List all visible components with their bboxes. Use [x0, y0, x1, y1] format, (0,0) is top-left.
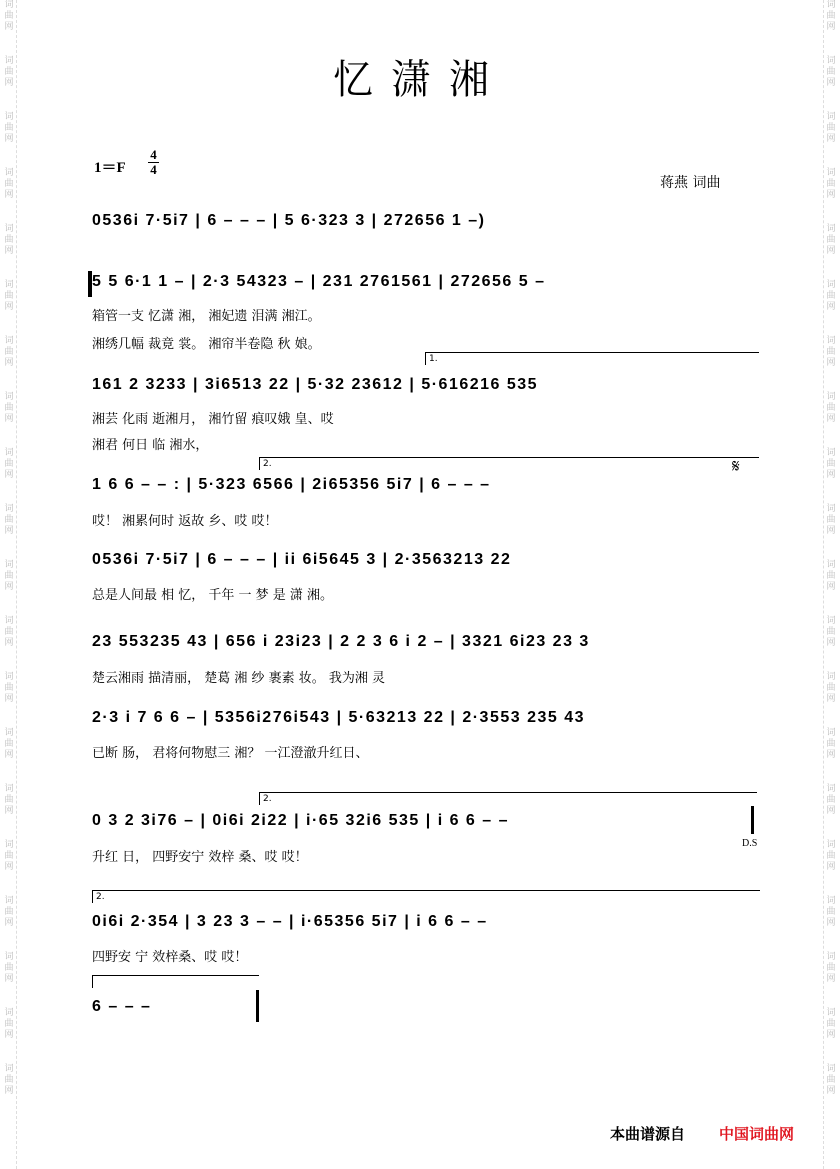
watermark-text: 词 曲 网 — [826, 952, 836, 984]
watermark-text: 词 曲 网 — [4, 560, 14, 592]
watermark-text: 词 曲 网 — [826, 0, 836, 32]
watermark-text: 词 曲 网 — [4, 1064, 14, 1096]
watermark-text: 词 曲 网 — [826, 1064, 836, 1096]
lyric-line: 哎！ 湘累何时 返故 乡、哎 哎！ — [92, 514, 278, 529]
watermark-text: 词 曲 网 — [826, 448, 836, 480]
watermark-text: 词 曲 网 — [4, 168, 14, 200]
source-label: 本曲谱源自 — [610, 1125, 686, 1143]
watermark-text: 词 曲 网 — [4, 952, 14, 984]
watermark-text: 词 曲 网 — [4, 336, 14, 368]
volta-1: 1. — [425, 352, 759, 365]
notation-line: 6 – – – — [92, 998, 152, 1015]
watermark-text: 词 曲 网 — [4, 616, 14, 648]
song-title: 忆潇湘 — [333, 57, 507, 103]
watermark-text: 词 曲 网 — [826, 224, 836, 256]
notation-line: 2·3 i 7 6 6 – | 5356i276i543 | 5·63213 22 | 2·3553 235 43 — [92, 709, 586, 726]
watermark-text: 词 曲 网 — [4, 280, 14, 312]
watermark-text: 词 曲 网 — [4, 56, 14, 88]
lyric-line: 四野安 宁 效梓桑、哎 哎！ — [92, 950, 248, 965]
watermark-text: 词 曲 网 — [826, 56, 836, 88]
notation-line: 1 6 6 – – : | 5·323 6566 | 2i65356 5i7 | 6 – – – — [92, 476, 491, 493]
watermark-text: 词 曲 网 — [4, 896, 14, 928]
watermark-text: 词 曲 网 — [4, 1008, 14, 1040]
lyric-line: 湘君 何日 临 湘水， — [92, 438, 209, 453]
lyric-line: 湘绣几幅 裁竟 裳。 湘帘半卷隐 秋 娘。 — [92, 337, 321, 352]
lyric-line: 升红 日， 四野安宁 效梓 桑、哎 哎！ — [92, 850, 308, 865]
watermark-left — [2, 0, 17, 1169]
volta-2: 2. — [259, 457, 759, 470]
volta-2: 2. — [92, 890, 760, 903]
coda-bracket — [92, 975, 259, 988]
segno-sign: 𝄋 — [732, 456, 740, 476]
watermark-text: 词 曲 网 — [826, 280, 836, 312]
notation-line: 0536i 7·5i7 | 6 – – – | 5 6·323 3 | 272656 1 –) — [92, 212, 486, 229]
time-sig-bottom: 4 — [150, 162, 157, 177]
watermark-text: 词 曲 网 — [826, 672, 836, 704]
watermark-text: 词 曲 网 — [826, 392, 836, 424]
watermark-text: 词 曲 网 — [4, 448, 14, 480]
notation-line: 161 2 3233 | 3i6513 22 | 5·32 23612 | 5·616216 535 — [92, 376, 539, 393]
lyric-line: 箱管一支 忆潇 湘， 湘妃遗 泪满 湘江。 — [92, 309, 321, 324]
watermark-text: 词 曲 网 — [4, 392, 14, 424]
notation-line: 0 3 2 3i76 – | 0i6i 2i22 | i·65 32i6 535 | i 6 6 – – — [92, 812, 510, 829]
watermark-text: 词 曲 网 — [826, 896, 836, 928]
watermark-text: 词 曲 网 — [4, 504, 14, 536]
watermark-text: 词 曲 网 — [4, 672, 14, 704]
watermark-text: 词 曲 网 — [826, 336, 836, 368]
watermark-text: 词 曲 网 — [4, 112, 14, 144]
watermark-text: 词 曲 网 — [826, 560, 836, 592]
watermark-text: 词 曲 网 — [826, 840, 836, 872]
watermark-text: 词 曲 网 — [826, 1008, 836, 1040]
watermark-text: 词 曲 网 — [4, 0, 14, 32]
watermark-right — [823, 0, 838, 1169]
key-signature: 1＝F — [94, 160, 126, 176]
watermark-text: 词 曲 网 — [826, 728, 836, 760]
watermark-text: 词 曲 网 — [4, 728, 14, 760]
credit: 蒋燕 词曲 — [660, 175, 721, 191]
notation-line: 23 553235 43 | 656 i 23i23 | 2 2 3 6 i 2 – | 3321 6i23 23 3 — [92, 633, 590, 650]
time-signature — [148, 148, 159, 177]
site-link[interactable]: 中国词曲网 — [719, 1125, 795, 1143]
watermark-text: 词 曲 网 — [826, 784, 836, 816]
lyric-line: 已断 肠， 君将何物慰三 湘？ 一江澄澈升红日、 — [92, 746, 369, 761]
watermark-text: 词 曲 网 — [4, 840, 14, 872]
time-sig-top: 4 — [150, 147, 157, 162]
watermark-text: 词 曲 网 — [826, 616, 836, 648]
volta-2: 2. — [259, 792, 757, 805]
ds-marker: D.S — [742, 838, 758, 849]
watermark-text: 词 曲 网 — [826, 168, 836, 200]
watermark-text: 词 曲 网 — [826, 112, 836, 144]
lyric-line: 总是人间最 相 忆， 千年 一 梦 是 潇 湘。 — [92, 588, 334, 603]
notation-line: 0i6i 2·354 | 3 23 3 – – | i·65356 5i7 | i 6 6 – – — [92, 913, 488, 930]
watermark-text: 词 曲 网 — [4, 224, 14, 256]
watermark-text: 词 曲 网 — [4, 784, 14, 816]
lyric-line: 楚云湘雨 描清丽， 楚葛 湘 纱 裹素 妆。 我为湘 灵 — [92, 671, 386, 686]
notation-line: 5 5 6·1 1 – | 2·3 54323 – | 231 2761561 | 272656 5 – — [92, 273, 546, 290]
watermark-text: 词 曲 网 — [826, 504, 836, 536]
lyric-line: 湘芸 化雨 逝湘月， 湘竹留 痕叹娥 皇、哎 — [92, 412, 334, 427]
notation-line: 0536i 7·5i7 | 6 – – – | ii 6i5645 3 | 2·3563213 22 — [92, 551, 512, 568]
